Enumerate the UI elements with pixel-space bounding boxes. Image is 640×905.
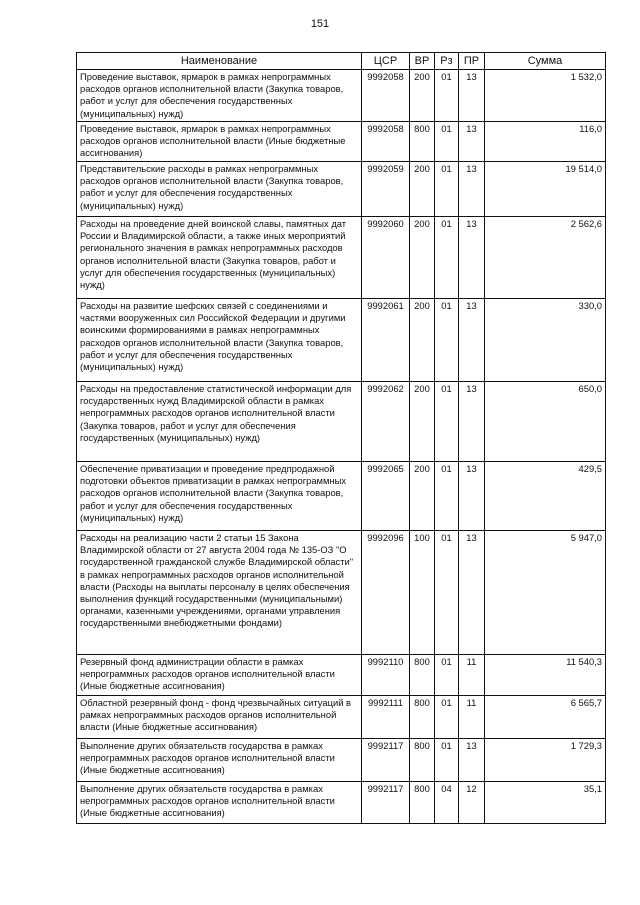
cell-vr: 200 xyxy=(410,162,435,217)
cell-csr: 9992062 xyxy=(362,382,410,462)
cell-name: Проведение выставок, ярмарок в рамках непрограммных расходов органов исполнительной власти (Иные бюджетные ассигнования) xyxy=(77,122,362,162)
table-header-row xyxy=(77,53,606,70)
cell-csr: 9992065 xyxy=(362,462,410,531)
cell-name: Расходы на реализацию части 2 статьи 15 Закона Владимирской области от 27 августа 2004 года № 135-ОЗ "О государственной гражданской службе Владимирской области" в рамках непрограммных расходов органов исполнительной власти (Расходы на выплаты персоналу в целях обеспечения выполнения функций государственными (муниципальными) органами, казенными учреждениями, органами управления государственными внебюджетными фондами) xyxy=(77,531,362,655)
cell-rz: 01 xyxy=(435,217,459,299)
cell-name: Выполнение других обязательств государства в рамках непрограммных расходов органов исполнительной власти (Иные бюджетные ассигнования) xyxy=(77,739,362,782)
cell-pr: 13 xyxy=(459,299,485,382)
cell-sum: 5 947,0 xyxy=(485,531,606,655)
table-row xyxy=(77,162,606,217)
cell-csr: 9992061 xyxy=(362,299,410,382)
cell-rz: 01 xyxy=(435,299,459,382)
cell-name: Представительские расходы в рамках непрограммных расходов органов исполнительной власти (Закупка товаров, работ и услуг для обеспечения государственных (муниципальных) нужд) xyxy=(77,162,362,217)
table-row xyxy=(77,696,606,739)
cell-csr: 9992117 xyxy=(362,782,410,824)
cell-vr: 200 xyxy=(410,299,435,382)
cell-vr: 800 xyxy=(410,696,435,739)
header-rz: Рз xyxy=(435,53,459,70)
cell-name: Областной резервный фонд - фонд чрезвычайных ситуаций в рамках непрограммных расходов органов исполнительной власти (Иные бюджетные ассигнования) xyxy=(77,696,362,739)
cell-pr: 13 xyxy=(459,462,485,531)
cell-rz: 01 xyxy=(435,122,459,162)
table-row xyxy=(77,299,606,382)
cell-rz: 04 xyxy=(435,782,459,824)
table-row xyxy=(77,782,606,824)
table-row xyxy=(77,462,606,531)
cell-sum: 116,0 xyxy=(485,122,606,162)
cell-csr: 9992060 xyxy=(362,217,410,299)
cell-sum: 19 514,0 xyxy=(485,162,606,217)
cell-pr: 12 xyxy=(459,782,485,824)
cell-pr: 13 xyxy=(459,382,485,462)
cell-vr: 800 xyxy=(410,655,435,696)
cell-vr: 800 xyxy=(410,122,435,162)
cell-pr: 13 xyxy=(459,70,485,122)
cell-csr: 9992058 xyxy=(362,122,410,162)
cell-sum: 11 540,3 xyxy=(485,655,606,696)
cell-sum: 330,0 xyxy=(485,299,606,382)
cell-name: Проведение выставок, ярмарок в рамках непрограммных расходов органов исполнительной власти (Закупка товаров, работ и услуг для обеспечения государственных (муниципальных) нужд) xyxy=(77,70,362,122)
cell-name: Расходы на предоставление статистической информации для государственных нужд Владимирской области в рамках непрограммных расходов органов исполнительной власти (Закупка товаров, работ и услуг для обеспечения государственных (муниципальных) нужд) xyxy=(77,382,362,462)
table-row xyxy=(77,655,606,696)
budget-table xyxy=(76,52,606,824)
cell-csr: 9992111 xyxy=(362,696,410,739)
cell-pr: 11 xyxy=(459,655,485,696)
cell-vr: 200 xyxy=(410,217,435,299)
cell-rz: 01 xyxy=(435,655,459,696)
cell-rz: 01 xyxy=(435,462,459,531)
cell-vr: 200 xyxy=(410,70,435,122)
cell-rz: 01 xyxy=(435,696,459,739)
cell-sum: 1 532,0 xyxy=(485,70,606,122)
cell-rz: 01 xyxy=(435,739,459,782)
cell-csr: 9992117 xyxy=(362,739,410,782)
cell-csr: 9992058 xyxy=(362,70,410,122)
cell-name: Резервный фонд администрации области в рамках непрограммных расходов органов исполнительной власти (Иные бюджетные ассигнования) xyxy=(77,655,362,696)
header-pr: ПР xyxy=(459,53,485,70)
table-row xyxy=(77,70,606,122)
cell-csr: 9992096 xyxy=(362,531,410,655)
cell-sum: 35,1 xyxy=(485,782,606,824)
header-sum: Сумма xyxy=(485,53,606,70)
cell-rz: 01 xyxy=(435,162,459,217)
table-row xyxy=(77,531,606,655)
cell-pr: 11 xyxy=(459,696,485,739)
cell-vr: 200 xyxy=(410,382,435,462)
cell-rz: 01 xyxy=(435,70,459,122)
table-row xyxy=(77,382,606,462)
cell-vr: 100 xyxy=(410,531,435,655)
cell-vr: 800 xyxy=(410,739,435,782)
cell-vr: 800 xyxy=(410,782,435,824)
cell-vr: 200 xyxy=(410,462,435,531)
cell-pr: 13 xyxy=(459,531,485,655)
cell-pr: 13 xyxy=(459,217,485,299)
cell-sum: 2 562,6 xyxy=(485,217,606,299)
cell-rz: 01 xyxy=(435,382,459,462)
table-row xyxy=(77,739,606,782)
header-csr: ЦСР xyxy=(362,53,410,70)
table-row xyxy=(77,122,606,162)
cell-pr: 13 xyxy=(459,122,485,162)
cell-name: Выполнение других обязательств государства в рамках непрограммных расходов органов исполнительной власти (Иные бюджетные ассигнования) xyxy=(77,782,362,824)
cell-name: Расходы на проведение дней воинской славы, памятных дат России и Владимирской области, а также иных мероприятий регионального значения в рамках непрограммных расходов органов исполнительной власти (Закупка товаров, работ и услуг для обеспечения государственных (муниципальных) нужд) xyxy=(77,217,362,299)
cell-sum: 1 729,3 xyxy=(485,739,606,782)
cell-sum: 429,5 xyxy=(485,462,606,531)
cell-sum: 650,0 xyxy=(485,382,606,462)
cell-csr: 9992059 xyxy=(362,162,410,217)
cell-sum: 6 565,7 xyxy=(485,696,606,739)
table-row xyxy=(77,217,606,299)
cell-pr: 13 xyxy=(459,739,485,782)
cell-rz: 01 xyxy=(435,531,459,655)
header-vr: ВР xyxy=(410,53,435,70)
cell-name: Расходы на развитие шефских связей с соединениями и частями вооруженных сил Российской Федерации и другими воинскими формированиями в рамках непрограммных расходов органов исполнительной власти (Закупка товаров, работ и услуг для обеспечения государственных (муниципальных) нужд) xyxy=(77,299,362,382)
cell-name: Обеспечение приватизации и проведение предпродажной подготовки объектов приватизации в рамках непрограммных расходов органов исполнительной власти (Закупка товаров, работ и услуг для обеспечения государственных (муниципальных) нужд) xyxy=(77,462,362,531)
page-number: 151 xyxy=(310,18,330,30)
header-name: Наименование xyxy=(77,53,362,70)
cell-pr: 13 xyxy=(459,162,485,217)
cell-csr: 9992110 xyxy=(362,655,410,696)
